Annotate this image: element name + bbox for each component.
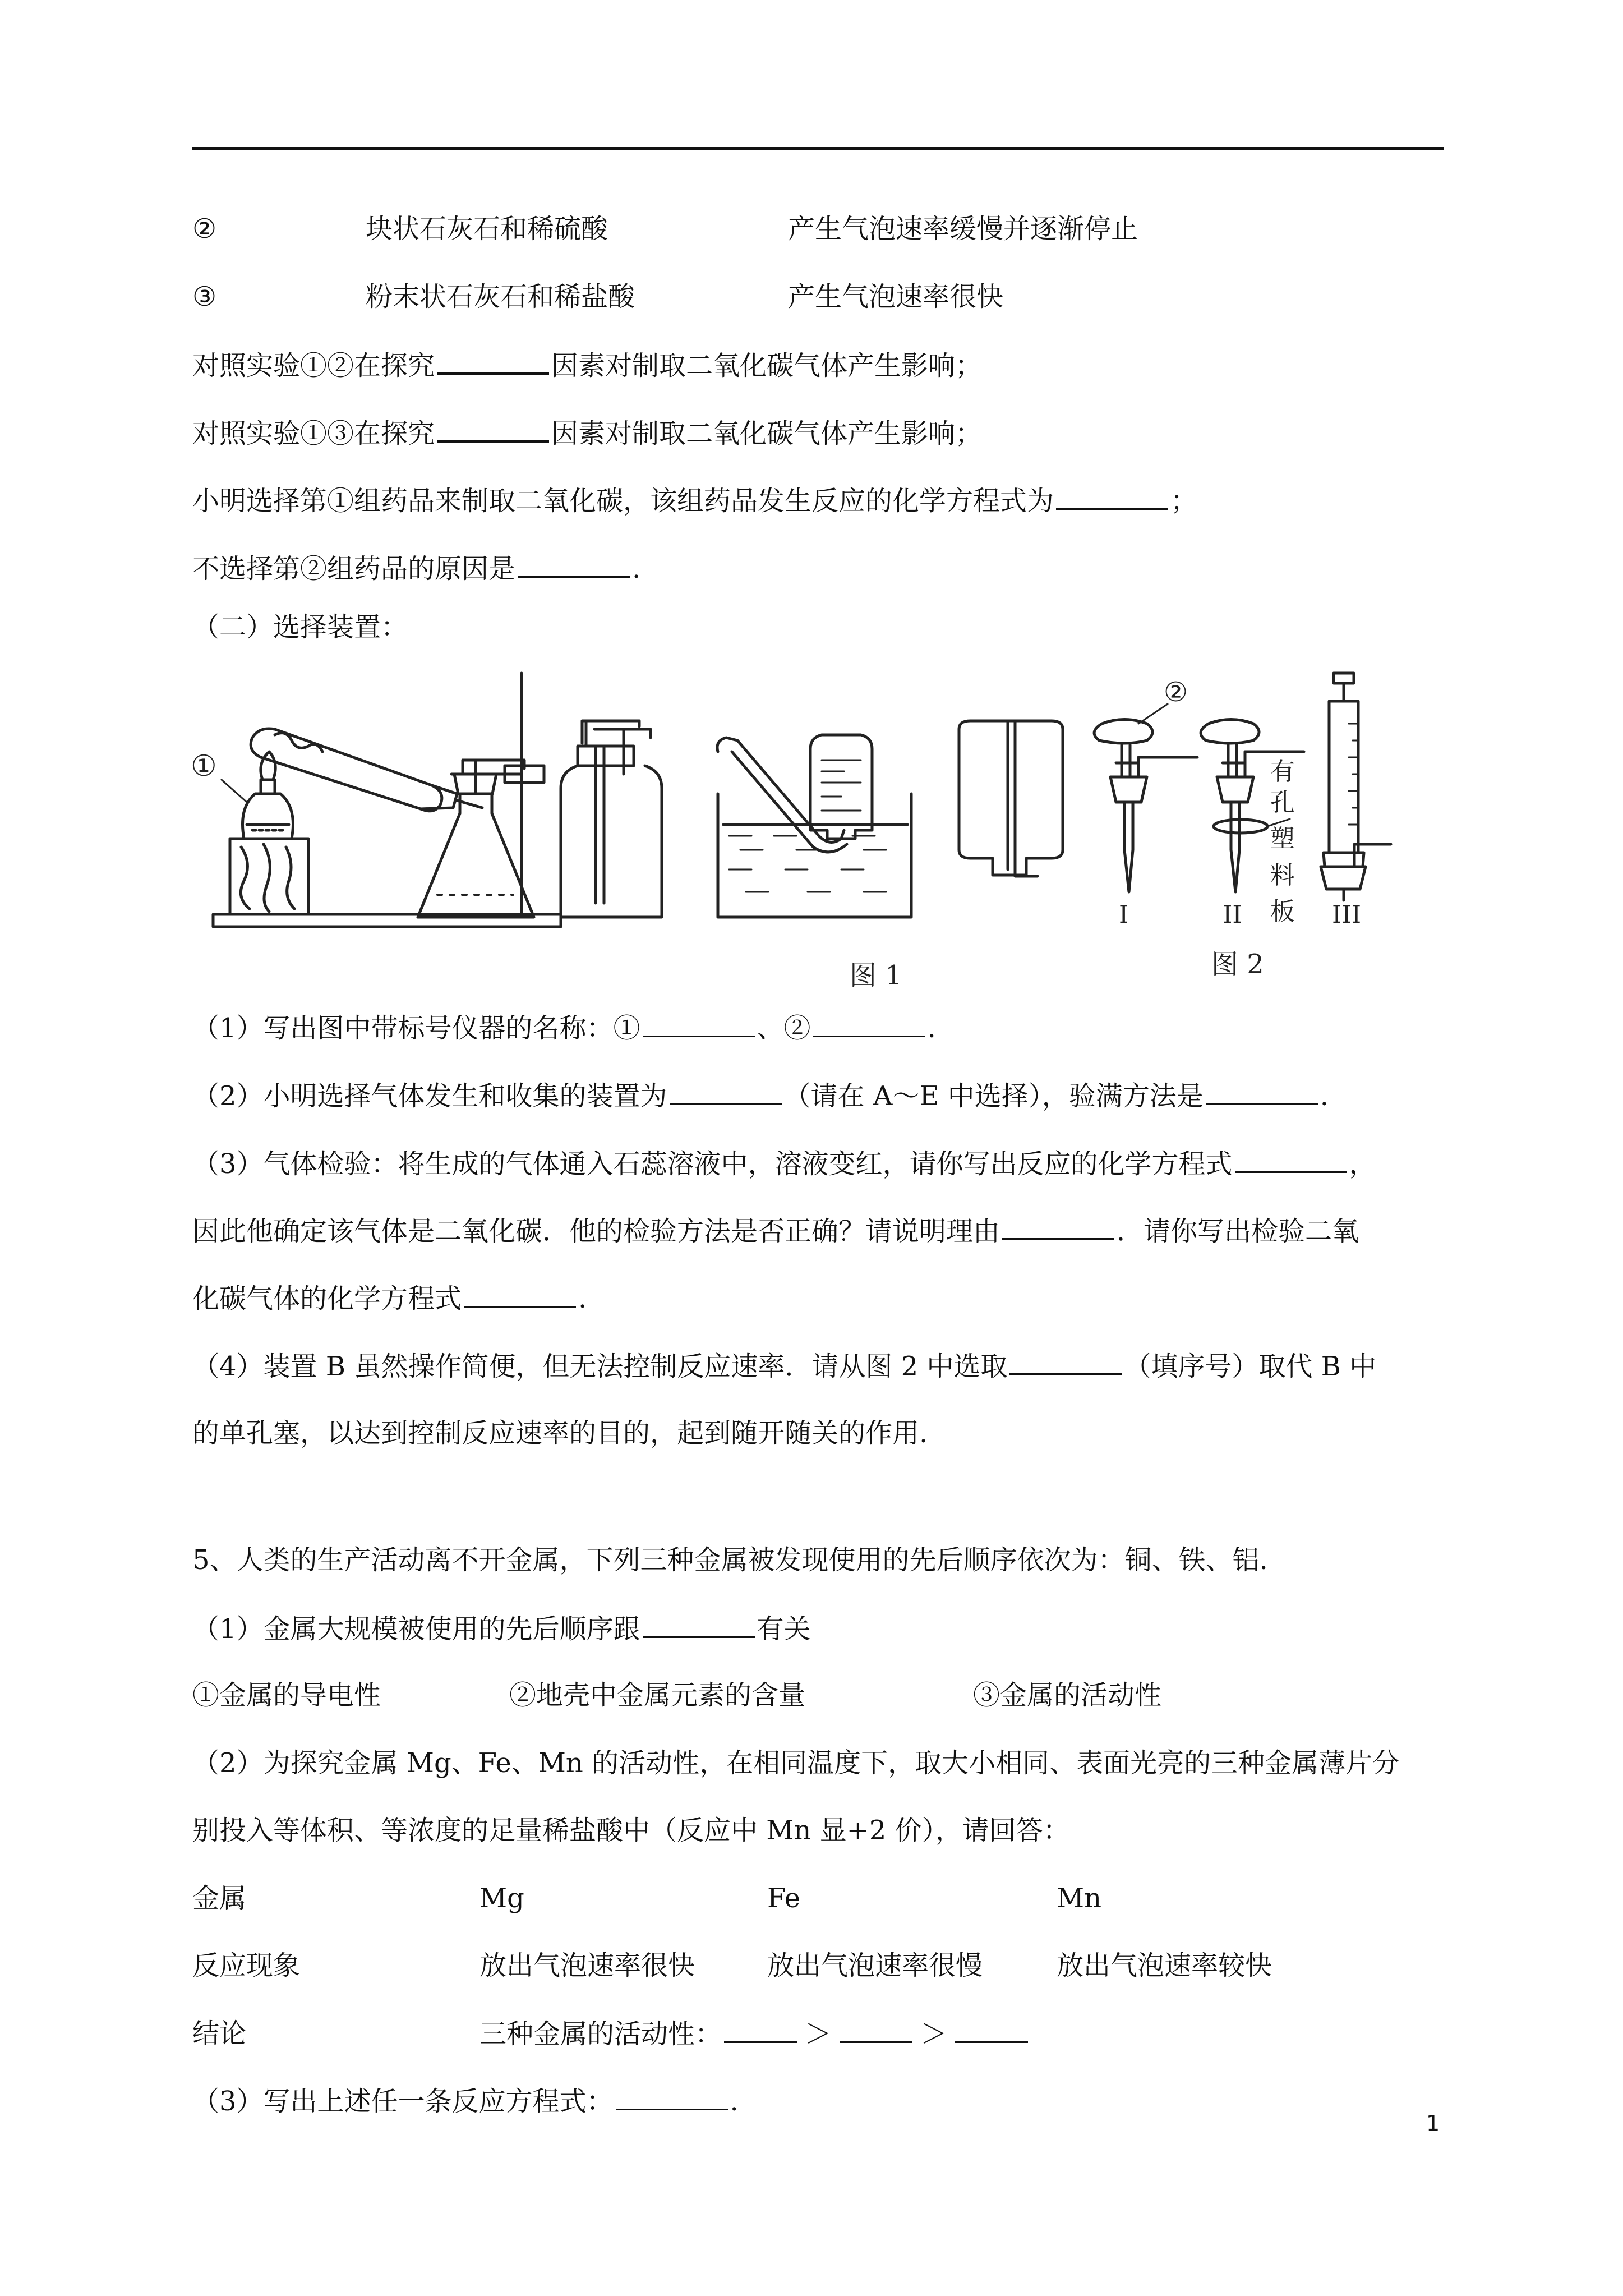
- apparatus-figures: [191, 668, 1402, 993]
- question-2: （2）小明选择气体发生和收集的装置为 （请在 A～E 中选择），验满方法是 .: [192, 1078, 1329, 1113]
- answer-blank[interactable]: [518, 551, 630, 578]
- syringe-plunger-icon: [1334, 673, 1354, 683]
- question-1: （1）写出图中带标号仪器的名称：① 、② .: [192, 1011, 936, 1045]
- answer-blank[interactable]: [437, 416, 549, 443]
- option-3: ③金属的活动性: [973, 1680, 1162, 1711]
- answer-blank[interactable]: [464, 1281, 576, 1308]
- plate-label: [1270, 757, 1295, 926]
- answer-blank[interactable]: [670, 1078, 782, 1105]
- tube-icon: [1124, 802, 1133, 892]
- metal-mn: Mn: [1057, 1883, 1102, 1914]
- answer-blank[interactable]: [643, 1611, 755, 1638]
- question-4-line-2: 的单孔塞，以达到控制反应速率的目的，起到随开随关的作用.: [192, 1418, 928, 1449]
- answer-blank[interactable]: [955, 2017, 1028, 2043]
- row-number: ③: [192, 281, 217, 312]
- question-compare-13: 对照实验①③在探究 因素对制取二氧化碳气体产生影响；: [192, 416, 982, 450]
- stopper-icon: [1321, 867, 1366, 889]
- metal-table-header-label: 金属: [192, 1883, 247, 1914]
- stopper-icon: [578, 746, 634, 766]
- section-2-title: （二）选择装置：: [192, 611, 408, 643]
- flame-icon: [261, 752, 275, 780]
- svg-text:孔: 孔: [1270, 788, 1295, 817]
- collection-bottle-icon: [959, 721, 1063, 875]
- svg-text:有: 有: [1270, 757, 1295, 786]
- answer-blank[interactable]: [1009, 1349, 1122, 1375]
- phenomenon-label: 反应现象: [192, 1950, 301, 1981]
- svg-text:料: 料: [1270, 861, 1295, 890]
- roman-2: II: [1223, 900, 1242, 929]
- phenomenon-fe: 放出气泡速率很慢: [767, 1950, 983, 1981]
- answer-blank[interactable]: [840, 2017, 912, 2043]
- conical-flask-icon: [418, 794, 534, 917]
- question-compare-12: 对照实验①②在探究 因素对制取二氧化碳气体产生影响；: [192, 348, 982, 383]
- header-rule: [192, 147, 1444, 150]
- row3-phenomenon: 产生气泡速率很快: [788, 281, 1004, 312]
- question-3-line-1: （3）气体检验：将生成的气体通入石蕊溶液中，溶液变红，请你写出反应的化学方程式 ，: [192, 1146, 1376, 1181]
- fig2-caption: 图 2: [1211, 949, 1264, 980]
- answer-blank[interactable]: [724, 2017, 797, 2043]
- page-number: 1: [1426, 2111, 1440, 2136]
- test-tube-icon: [251, 729, 442, 811]
- phenomenon-mn: 放出气泡速率较快: [1057, 1950, 1272, 1981]
- apparatus-fig2: [1094, 673, 1391, 900]
- option-2: ②地壳中金属元素的含量: [509, 1680, 806, 1711]
- question-3-line-3: 化碳气体的化学方程式 .: [192, 1281, 587, 1315]
- answer-blank[interactable]: [813, 1011, 925, 1037]
- answer-blank[interactable]: [437, 348, 549, 375]
- wood-grain-icon: [241, 844, 294, 912]
- row-number: ②: [192, 213, 217, 245]
- answer-blank[interactable]: [616, 2084, 728, 2110]
- conclusion-text: 三种金属的活动性： ＞ ＞: [479, 2017, 1030, 2051]
- table-row-2: [192, 212, 216, 246]
- phenomenon-mg: 放出气泡速率很快: [479, 1950, 695, 1981]
- answer-blank[interactable]: [1056, 484, 1168, 510]
- roman-1: I: [1119, 900, 1129, 929]
- stopper-icon: [1110, 777, 1147, 802]
- question-3-line-2: 因此他确定该气体是二氧化碳．他的检验方法是否正确？请说明理由 ．请你写出检验二氧: [192, 1213, 1359, 1248]
- inverted-bottle-icon: [810, 735, 872, 839]
- conclusion-label: 结论: [192, 2018, 247, 2049]
- question-equation: 小明选择第①组药品来制取二氧化碳，该组药品发生反应的化学方程式为 ；: [192, 484, 1197, 518]
- alcohol-lamp-icon: [243, 794, 293, 839]
- metal-fe: Fe: [767, 1883, 801, 1914]
- question-5-part-2-line-1: （2）为探究金属 Mg、Fe、Mn 的活动性，在相同温度下，取大小相同、表面光亮的三种金属薄片分: [192, 1747, 1400, 1779]
- answer-blank[interactable]: [643, 1011, 755, 1037]
- roman-3: III: [1332, 900, 1362, 929]
- question-5-intro: 5、人类的生产活动离不开金属，下列三种金属被发现使用的先后顺序依次为：铜、铁、铝.: [192, 1544, 1268, 1576]
- question-reason: 不选择第②组药品的原因是 .: [192, 551, 640, 586]
- gas-bottle-icon: [561, 766, 662, 917]
- question-4-line-1: （4）装置 B 虽然操作简便，但无法控制反应速率．请从图 2 中选取 （填序号）取代 B 中: [192, 1349, 1376, 1383]
- separatory-funnel-icon: [1094, 720, 1152, 744]
- answer-blank[interactable]: [1002, 1213, 1114, 1240]
- label-1: ①: [191, 749, 217, 783]
- apparatus-d: [717, 735, 911, 917]
- water-trough-icon: [718, 794, 911, 917]
- row3-reagent: 粉末状石灰石和稀盐酸: [366, 281, 635, 312]
- row2-reagent: 块状石灰石和稀硫酸: [366, 213, 608, 245]
- apparatus-e: [959, 721, 1063, 876]
- stopper-icon: [1217, 777, 1253, 802]
- table-row-3: [192, 280, 216, 314]
- option-1: ①金属的导电性: [192, 1680, 381, 1711]
- apparatus-a: [191, 673, 561, 927]
- svg-text:板: 板: [1270, 898, 1295, 926]
- question-5-part-2-line-2: 别投入等体积、等浓度的足量稀盐酸中（反应中 Mn 显+2 价），请回答：: [192, 1815, 1070, 1846]
- delivery-tube-icon: [717, 738, 844, 842]
- question-5-part-1: （1）金属大规模被使用的先后顺序跟 有关: [192, 1611, 811, 1646]
- question-5-part-3: （3）写出上述任一条反应方程式： .: [192, 2084, 739, 2118]
- label-2: ②: [1164, 677, 1188, 708]
- answer-blank[interactable]: [1206, 1078, 1318, 1105]
- row2-phenomenon: 产生气泡速率缓慢并逐渐停止: [788, 213, 1138, 245]
- funnel-icon: [1201, 720, 1259, 744]
- apparatus-c: [561, 721, 662, 917]
- svg-text:塑: 塑: [1270, 825, 1295, 853]
- fig1-caption: 图 1: [850, 960, 902, 991]
- answer-blank[interactable]: [1235, 1146, 1347, 1173]
- metal-mg: Mg: [479, 1883, 524, 1914]
